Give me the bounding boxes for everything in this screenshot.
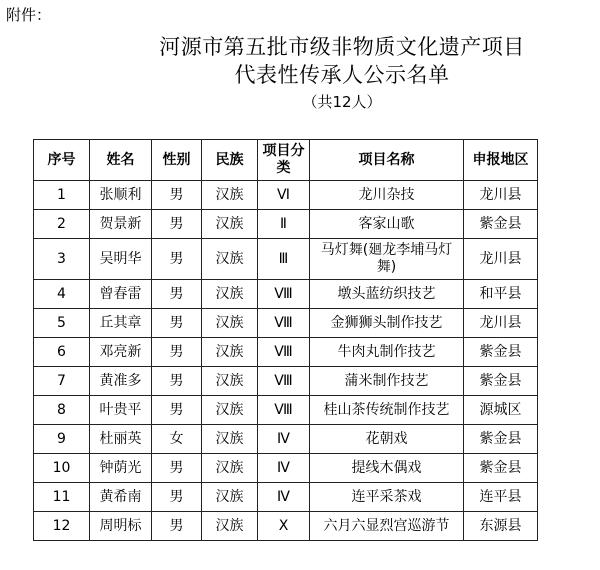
cell-category: Ⅳ — [258, 454, 310, 483]
header-name: 姓名 — [90, 140, 152, 181]
table-row — [34, 239, 538, 280]
cell-gender: 男 — [152, 454, 202, 483]
cell-index: 1 — [34, 181, 90, 210]
cell-ethnicity: 汉族 — [202, 210, 258, 239]
cell-index: 8 — [34, 396, 90, 425]
cell-name: 周明标 — [90, 512, 152, 541]
cell-gender: 男 — [152, 210, 202, 239]
header-project: 项目名称 — [310, 140, 464, 181]
cell-ethnicity: 汉族 — [202, 425, 258, 454]
cell-category: Ⅷ — [258, 309, 310, 338]
document-title-line1: 河源市第五批市级非物质文化遗产项目 — [159, 35, 525, 59]
cell-ethnicity: 汉族 — [202, 512, 258, 541]
table-row — [34, 483, 538, 512]
cell-name: 黄准多 — [90, 367, 152, 396]
cell-project: 客家山歌 — [310, 210, 464, 239]
cell-category: Ⅵ — [258, 181, 310, 210]
cell-project: 桂山茶传统制作技艺 — [310, 396, 464, 425]
cell-gender: 男 — [152, 396, 202, 425]
header-index: 序号 — [34, 140, 90, 181]
cell-gender: 女 — [152, 425, 202, 454]
cell-gender: 男 — [152, 512, 202, 541]
table-row — [34, 396, 538, 425]
cell-category: Ⅷ — [258, 396, 310, 425]
cell-ethnicity: 汉族 — [202, 338, 258, 367]
cell-ethnicity: 汉族 — [202, 280, 258, 309]
cell-region: 紫金县 — [464, 454, 538, 483]
cell-gender: 男 — [152, 181, 202, 210]
table-row — [34, 425, 538, 454]
cell-category: Ⅳ — [258, 483, 310, 512]
table-row — [34, 280, 538, 309]
table-row — [34, 181, 538, 210]
cell-gender: 男 — [152, 239, 202, 280]
cell-region: 紫金县 — [464, 210, 538, 239]
cell-ethnicity: 汉族 — [202, 454, 258, 483]
cell-category: Ⅳ — [258, 425, 310, 454]
cell-region: 紫金县 — [464, 338, 538, 367]
header-gender: 性别 — [152, 140, 202, 181]
cell-region: 龙川县 — [464, 309, 538, 338]
cell-region: 和平县 — [464, 280, 538, 309]
cell-region: 紫金县 — [464, 367, 538, 396]
cell-project: 牛肉丸制作技艺 — [310, 338, 464, 367]
table-row — [34, 210, 538, 239]
cell-index: 4 — [34, 280, 90, 309]
document-title-line2: 代表性传承人公示名单 — [234, 63, 450, 87]
cell-ethnicity: 汉族 — [202, 483, 258, 512]
table-row — [34, 454, 538, 483]
cell-category: Ⅷ — [258, 280, 310, 309]
cell-region: 龙川县 — [464, 239, 538, 280]
cell-index: 2 — [34, 210, 90, 239]
cell-project: 花朝戏 — [310, 425, 464, 454]
cell-region: 紫金县 — [464, 425, 538, 454]
cell-category: Ⅱ — [258, 210, 310, 239]
cell-ethnicity: 汉族 — [202, 309, 258, 338]
cell-project: 连平采茶戏 — [310, 483, 464, 512]
total-count: （共12人） — [302, 93, 382, 111]
cell-index: 10 — [34, 454, 90, 483]
cell-ethnicity: 汉族 — [202, 396, 258, 425]
cell-index: 6 — [34, 338, 90, 367]
cell-gender: 男 — [152, 280, 202, 309]
table-row — [34, 338, 538, 367]
cell-category: Ⅹ — [258, 512, 310, 541]
cell-ethnicity: 汉族 — [202, 367, 258, 396]
cell-index: 3 — [34, 239, 90, 280]
cell-ethnicity: 汉族 — [202, 239, 258, 280]
cell-project: 马灯舞(廻龙李埔马灯舞) — [310, 239, 464, 280]
attachment-label: 附件： — [6, 6, 52, 24]
header-category: 项目分类 — [258, 140, 310, 181]
cell-name: 贺景新 — [90, 210, 152, 239]
cell-category: Ⅷ — [258, 338, 310, 367]
cell-index: 12 — [34, 512, 90, 541]
cell-category: Ⅷ — [258, 367, 310, 396]
table-row — [34, 367, 538, 396]
cell-index: 9 — [34, 425, 90, 454]
cell-gender: 男 — [152, 483, 202, 512]
cell-project: 六月六显烈宫巡游节 — [310, 512, 464, 541]
cell-project: 金狮狮头制作技艺 — [310, 309, 464, 338]
cell-project: 龙川杂技 — [310, 181, 464, 210]
cell-index: 5 — [34, 309, 90, 338]
cell-name: 黄希南 — [90, 483, 152, 512]
cell-region: 源城区 — [464, 396, 538, 425]
cell-project: 墩头蓝纺织技艺 — [310, 280, 464, 309]
table-row — [34, 309, 538, 338]
cell-name: 叶贵平 — [90, 396, 152, 425]
cell-project: 蒲米制作技艺 — [310, 367, 464, 396]
cell-project: 提线木偶戏 — [310, 454, 464, 483]
cell-gender: 男 — [152, 309, 202, 338]
cell-name: 吴明华 — [90, 239, 152, 280]
cell-region: 龙川县 — [464, 181, 538, 210]
cell-gender: 男 — [152, 338, 202, 367]
cell-name: 邓亮新 — [90, 338, 152, 367]
cell-gender: 男 — [152, 367, 202, 396]
cell-name: 钟荫光 — [90, 454, 152, 483]
cell-name: 杜丽英 — [90, 425, 152, 454]
cell-ethnicity: 汉族 — [202, 181, 258, 210]
cell-region: 连平县 — [464, 483, 538, 512]
cell-index: 11 — [34, 483, 90, 512]
cell-name: 丘其章 — [90, 309, 152, 338]
table-row — [34, 512, 538, 541]
cell-category: Ⅲ — [258, 239, 310, 280]
cell-index: 7 — [34, 367, 90, 396]
inheritors-table — [33, 139, 538, 541]
cell-name: 张顺利 — [90, 181, 152, 210]
table-header-row — [34, 140, 538, 181]
cell-region: 东源县 — [464, 512, 538, 541]
cell-name: 曾春雷 — [90, 280, 152, 309]
header-region: 申报地区 — [464, 140, 538, 181]
header-ethnicity: 民族 — [202, 140, 258, 181]
